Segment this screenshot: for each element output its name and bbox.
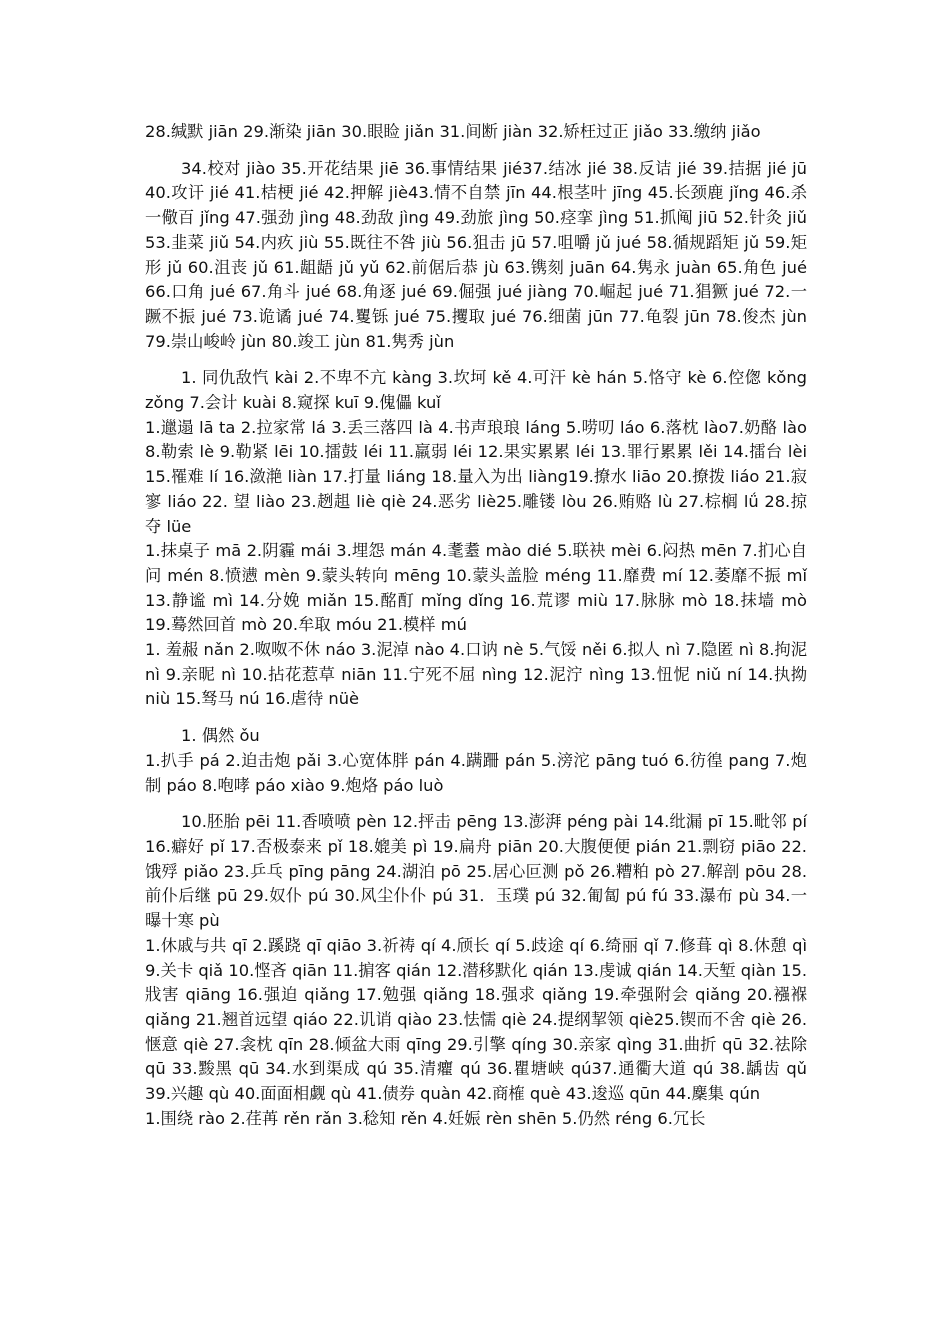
- paragraph: 10.胚胎 pēi 11.香喷喷 pèn 12.抨击 pēng 13.澎湃 péng pài 14.纰漏 pī 15.毗邻 pí 16.癖好 pǐ 17.否极泰来 pǐ 18.媲美 pì 19.扁舟 piān 20.大腹便便 pián 21.剽窃 piāo 22.饿殍 piǎo 23.乒乓 pīng pāng 24.湖泊 pō 25.居心叵测 pǒ 26.糟粕 pò 27.解剖 pōu 28.前仆后继 pū 29.奴仆 pú 30.风尘仆仆 pú 31．玉璞 pú 32.匍匐 pú fú 33.瀑布 pù 34.一曝十寒 pù: [145, 812, 807, 931]
- paragraph: 28.缄默 jiān 29.渐染 jiān 30.眼睑 jiǎn 31.间断 jiàn 32.矫枉过正 jiǎo 33.缴纳 jiǎo: [145, 122, 761, 141]
- paragraph: 1.围绕 rào 2.荏苒 rěn rǎn 3.稔知 rěn 4.妊娠 rèn shēn 5.仍然 réng 6.冗长: [145, 1108, 706, 1128]
- paragraph: 34.校对 jiào 35.开花结果 jiē 36.事情结果 jié37.结冰 jié 38.反诘 jié 39.拮据 jié jū 40.攻讦 jié 41.桔梗 jié 42.押解 jiè43.情不自禁 jīn 44.根茎叶 jīng 45.长颈鹿 jǐng 46.杀一儆百 jǐng 47.强劲 jìng 48.劲敌 jìng 49.劲旅 jìng 50.痉挛 jìng 51.抓阄 jiū 52.针灸 jiǔ 53.韭菜 jiǔ 54.内疚 jiù 55.既往不咎 jiù 56.狙击 jū 57.咀嚼 jǔ jué 58.循规蹈矩 jǔ 59.矩形 jǔ 60.沮丧 jǔ 61.龃龉 jǔ yǔ 62.前倨后恭 jù 63.镌刻 juān 64.隽永 juàn 65.角色 jué 66.口角 jué 67.角斗 jué 68.角逐 jué 69.倔强 jué jiàng 70.崛起 jué 71.猖獗 jué 72.一蹶不振 jué 73.诡谲 jué 74.矍铄 jué 75.攫取 jué 76.细菌 jūn 77.龟裂 jūn 78.俊杰 jùn 79.崇山峻岭 jùn 80.竣工 jùn 81.隽秀 jùn: [145, 158, 807, 351]
- paragraph: 1. 羞赧 nǎn 2.呶呶不休 náo 3.泥淖 nào 4.口讷 nè 5.气馁 něi 6.拟人 nì 7.隐匿 nì 8.拘泥 nì 9.亲昵 nì 10.拈花惹草 niān 11.宁死不屈 nìng 12.泥泞 nìng 13.忸怩 niǔ ní 14.执拗 niù 15.驽马 nú 16.虐待 nüè: [145, 640, 807, 709]
- document-body: [145, 120, 807, 1131]
- paragraph: 1.扒手 pá 2.迫击炮 pǎi 3.心宽体胖 pán 4.蹒跚 pán 5.滂沱 pāng tuó 6.彷徨 pang 7.炮制 páo 8.咆哮 páo xiào 9.炮烙 páo luò: [145, 750, 807, 795]
- paragraph: 1.抹桌子 mā 2.阴霾 mái 3.埋怨 mán 4.耄耋 mào dié 5.联袂 mèi 6.闷热 mēn 7.扪心自问 mén 8.愤懑 mèn 9.蒙头转向 mēng 10.蒙头盖脸 méng 11.靡费 mí 12.萎靡不振 mǐ 13.静谧 mì 14.分娩 miǎn 15.酩酊 mǐng dǐng 16.荒谬 miù 17.脉脉 mò 18.抹墙 mò 19.蓦然回首 mò 20.牟取 móu 21.模样 mú: [145, 541, 807, 635]
- paragraph: 1. 同仇敌忾 kài 2.不卑不亢 kàng 3.坎坷 kě 4.可汗 kè hán 5.恪守 kè 6.倥偬 kǒng zǒng 7.会计 kuài 8.窥探 kuī 9.傀儡 kuǐ: [145, 368, 807, 413]
- paragraph: 1.邋遢 lā ta 2.拉家常 lá 3.丢三落四 là 4.书声琅琅 láng 5.唠叨 láo 6.落枕 lào7.奶酪 lào 8.勒索 lè 9.勒紧 lēi 10.擂鼓 léi 11.羸弱 léi 12.果实累累 léi 13.罪行累累 lěi 14.擂台 lèi 15.罹难 lí 16.潋滟 liàn 17.打量 liáng 18.量入为出 liàng19.撩水 liāo 20.撩拨 liáo 21.寂寥 liáo 22. 望 liào 23.趔趄 liè qiè 24.恶劣 liè25.雕镂 lòu 26.贿赂 lù 27.棕榈 lǘ 28.掠夺 lüe: [145, 417, 807, 536]
- paragraph: 1. 偶然 ǒu: [181, 726, 260, 746]
- paragraph: 1.休戚与共 qī 2.蹊跷 qī qiāo 3.祈祷 qí 4.颀长 qí 5.歧途 qí 6.绮丽 qǐ 7.修葺 qì 8.休憩 qì 9.关卡 qiǎ 10.悭吝 qiān 11.掮客 qián 12.潜移默化 qián 13.虔诚 qián 14.天堑 qiàn 15.戕害 qiāng 16.强迫 qiǎng 17.勉强 qiǎng 18.强求 qiǎng 19.牵强附会 qiǎng 20.襁褓 qiǎng 21.翘首远望 qiáo 22.讥诮 qiào 23.怯懦 qiè 24.提纲挈领 qiè25.锲而不舍 qiè 26.惬意 qiè 27.衾枕 qīn 28.倾盆大雨 qīng 29.引擎 qíng 30.亲家 qìng 31.曲折 qū 32.祛除 qū 33.黢黑 qū 34.水到渠成 qú 35.清癯 qú 36.瞿塘峡 qú37.通衢大道 qú 38.龋齿 qǔ 39.兴趣 qù 40.面面相觑 qù 41.债券 quàn 42.商榷 què 43.逡巡 qūn 44.麇集 qún: [145, 935, 807, 1104]
